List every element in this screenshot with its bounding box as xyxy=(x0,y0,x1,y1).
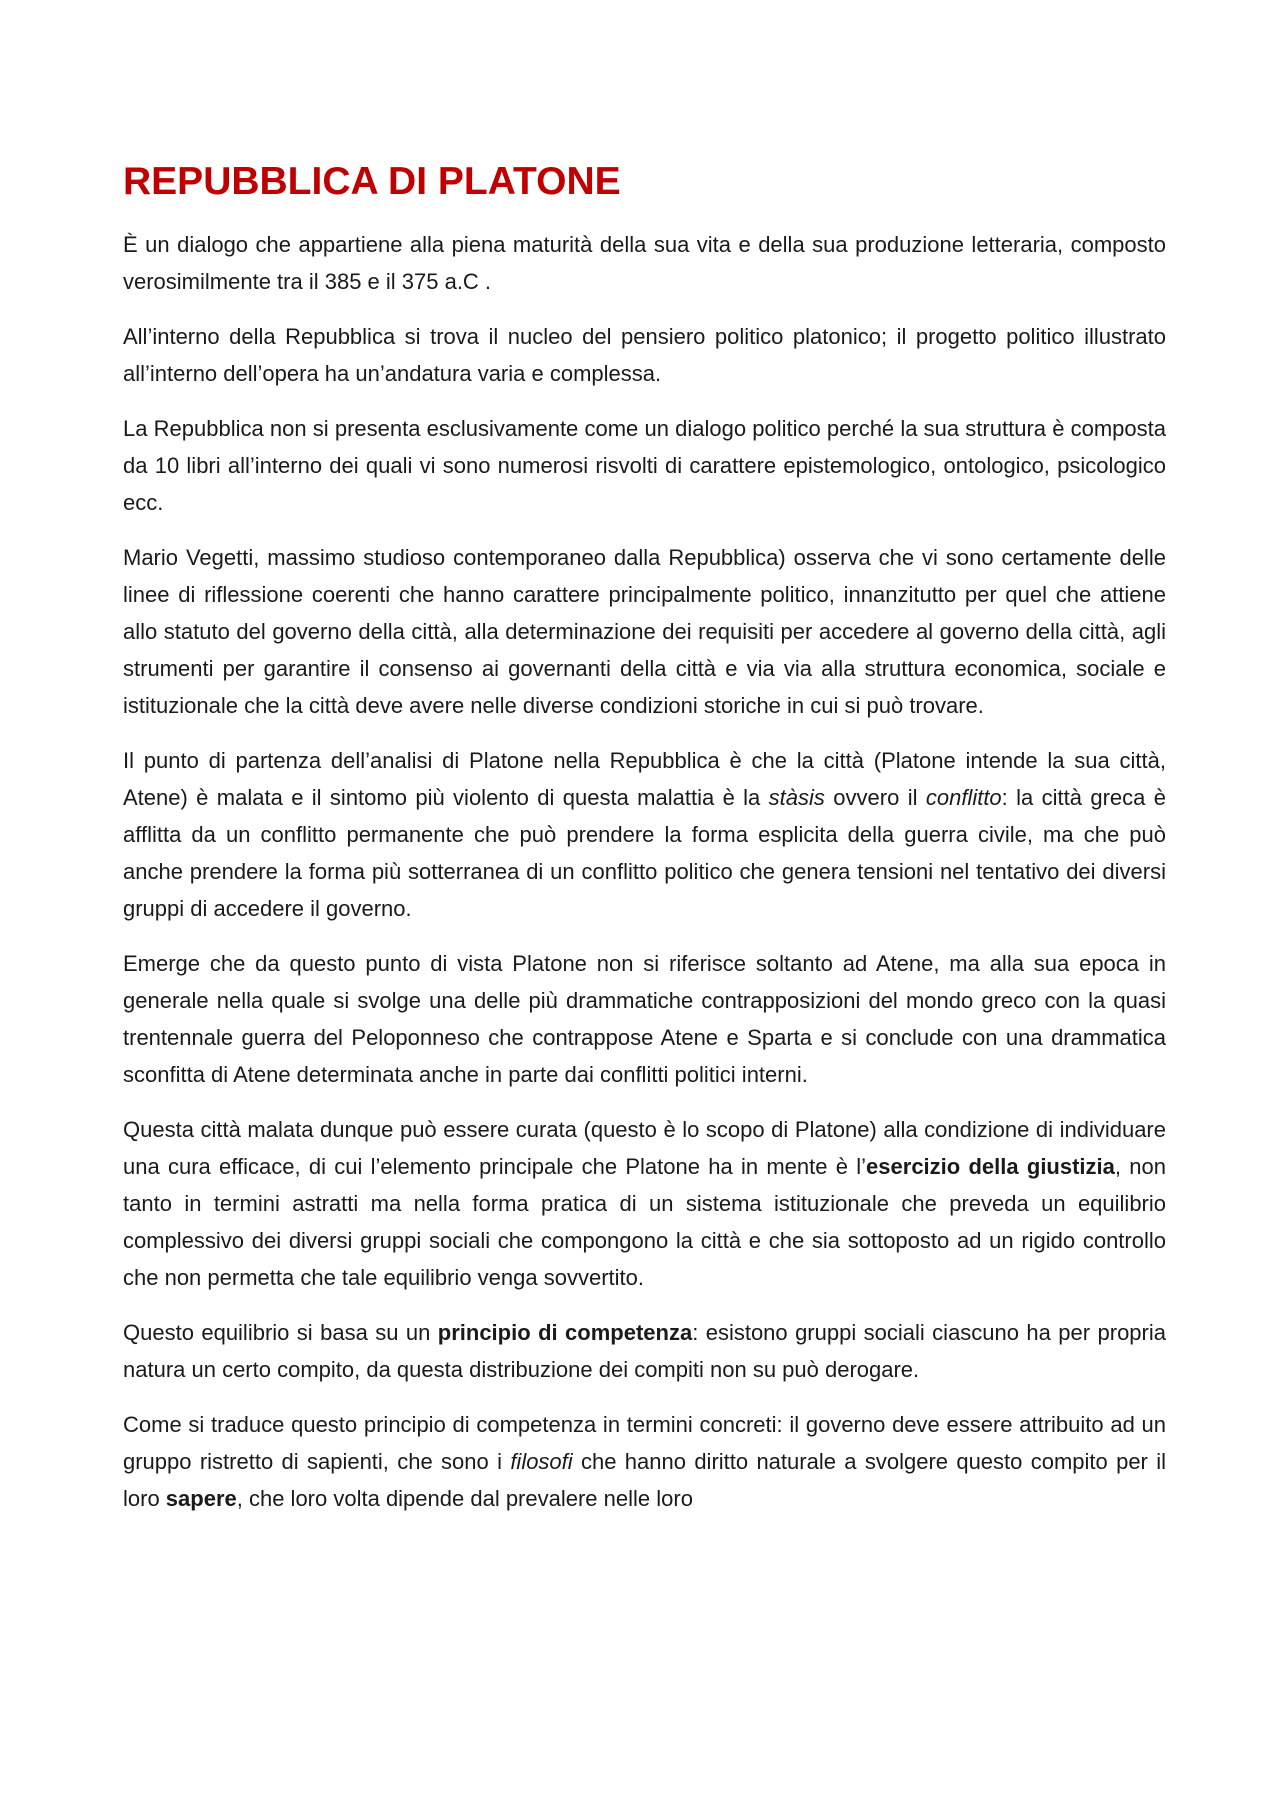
paragraph xyxy=(123,1406,1166,1517)
paragraph-list xyxy=(123,226,1166,1517)
italic-emphasis: filosofi xyxy=(510,1449,573,1474)
paragraph-text: La Repubblica non si presenta esclusivamente come un dialogo politico perché la sua struttura è composta da 10 libri all’interno dei quali vi sono numerosi risvolti di carattere epistemologico, ontologico, psicologico ecc. xyxy=(123,416,1166,515)
paragraph-text: che hanno diritto naturale a svolgere questo compito per il loro xyxy=(123,1449,1166,1511)
paragraph-text: ovvero il xyxy=(824,785,926,810)
paragraph xyxy=(123,742,1166,927)
paragraph-text: Emerge che da questo punto di vista Platone non si riferisce soltanto ad Atene, ma alla sua epoca in generale nella quale si svolge una delle più drammatiche contrapposizioni del mondo greco con la quasi trentennale guerra del Peloponneso che contrappose Atene e Sparta e si conclude con una drammatica sconfitta di Atene determinata anche in parte dai conflitti politici interni. xyxy=(123,951,1166,1087)
bold-emphasis: sapere xyxy=(165,1486,237,1511)
paragraph xyxy=(123,226,1166,300)
paragraph-text: , che loro volta dipende dal prevalere nelle loro xyxy=(236,1486,693,1511)
paragraph-text: : esistono gruppi sociali ciascuno ha per propria natura un certo compito, da questa distribuzione dei compiti non su può derogare. xyxy=(123,1320,1166,1382)
paragraph xyxy=(123,539,1166,724)
document-content xyxy=(123,158,1166,1535)
paragraph xyxy=(123,410,1166,521)
paragraph-text: , non tanto in termini astratti ma nella forma pratica di un sistema istituzionale che preveda un equilibrio complessivo dei diversi gruppi sociali che compongono la città e che sia sottoposto ad un rigido controllo che non permetta che tale equilibrio venga sovvertito. xyxy=(123,1154,1166,1290)
paragraph-text: Il punto di partenza dell’analisi di Platone nella Repubblica è che la città (Platone intende la sua città, Atene) è malata e il sintomo più violento di questa malattia è la xyxy=(123,748,1166,810)
paragraph-text: È un dialogo che appartiene alla piena maturità della sua vita e della sua produzione letteraria, composto verosimilmente tra il 385 e il 375 a.C . xyxy=(123,232,1166,294)
paragraph-text: : la città greca è afflitta da un conflitto permanente che può prendere la forma esplicita della guerra civile, ma che può anche prendere la forma più sotterranea di un conflitto politico che genera tensioni nel tentativo dei diversi gruppi di accedere il governo. xyxy=(123,785,1166,921)
paragraph-text: Mario Vegetti, massimo studioso contemporaneo dalla Repubblica) osserva che vi sono certamente delle linee di riflessione coerenti che hanno carattere principalmente politico, innanzitutto per quel che attiene allo statuto del governo della città, alla determinazione dei requisiti per accedere al governo della città, agli strumenti per garantire il consenso ai governanti della città e via via alla struttura economica, sociale e istituzionale che la città deve avere nelle diverse condizioni storiche in cui si può trovare. xyxy=(123,545,1166,718)
paragraph xyxy=(123,318,1166,392)
paragraph-text: Questa città malata dunque può essere curata (questo è lo scopo di Platone) alla condizione di individuare una cura efficace, di cui l’elemento principale che Platone ha in mente è l’ xyxy=(123,1117,1166,1179)
paragraph xyxy=(123,1111,1166,1296)
italic-emphasis: conflitto xyxy=(925,785,1002,810)
paragraph xyxy=(123,1314,1166,1388)
italic-emphasis: stàsis xyxy=(768,785,825,810)
bold-emphasis: principio di competenza xyxy=(437,1320,693,1345)
paragraph-text: All’interno della Repubblica si trova il nucleo del pensiero politico platonico; il progetto politico illustrato all’interno dell’opera ha un’andatura varia e complessa. xyxy=(123,324,1166,386)
paragraph-text: Questo equilibrio si basa su un xyxy=(123,1320,438,1345)
bold-emphasis: esercizio della giustizia xyxy=(866,1154,1115,1179)
document-title: REPUBBLICA DI PLATONE xyxy=(123,160,621,203)
paragraph-text: Come si traduce questo principio di competenza in termini concreti: il governo deve essere attribuito ad un gruppo ristretto di sapienti, che sono i xyxy=(123,1412,1166,1474)
paragraph xyxy=(123,945,1166,1093)
